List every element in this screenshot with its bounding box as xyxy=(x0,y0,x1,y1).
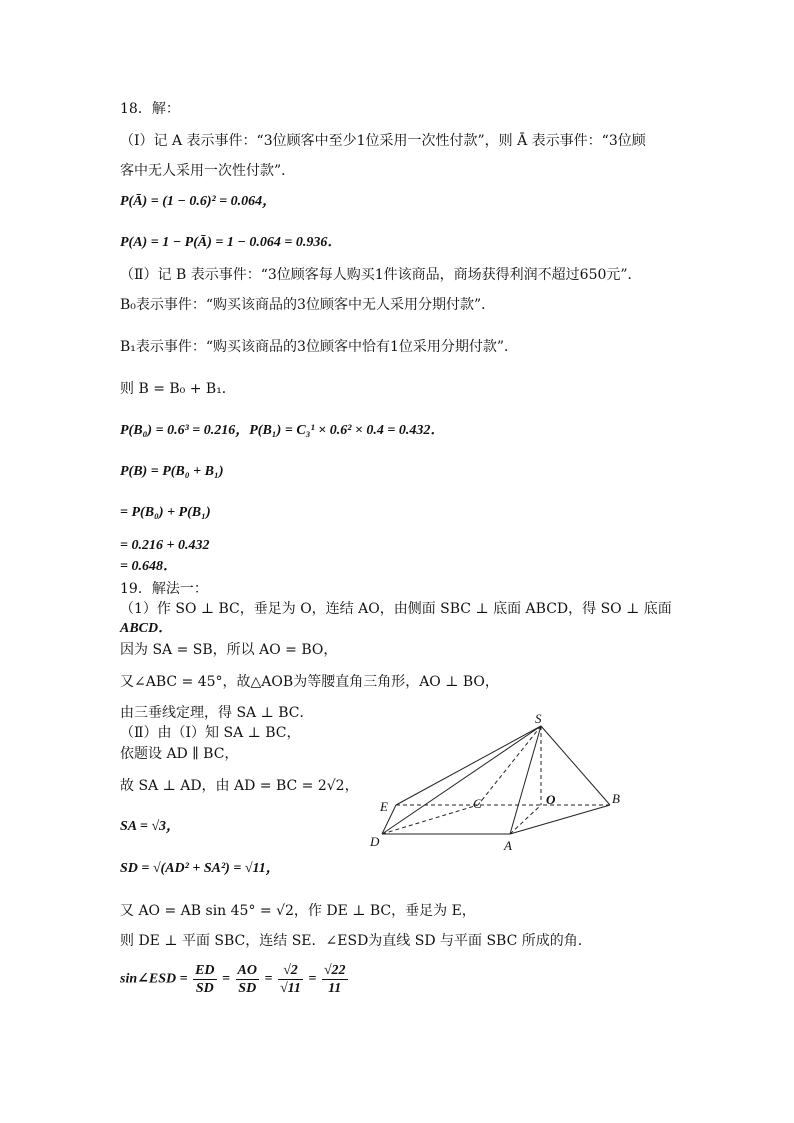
frac-sqrt22: √22 xyxy=(323,963,346,978)
label-a: A xyxy=(504,838,512,853)
sin-lhs: sin∠ESD = xyxy=(120,971,188,987)
frac-sqrt2: √2 xyxy=(278,962,303,980)
p19-eq-sin: sin∠ESD = $\frac{ED}{SD}$ = $\frac{AO}{SD}$ = $\frac{√2}{√11}$ = $\frac{√22}{11}$ xyxy=(120,963,346,996)
frac-ao-sd xyxy=(236,962,259,997)
p18-line-7: B₁表示事件：“购买该商品的3位顾客中恰有1位采用分期付款”． xyxy=(120,339,519,355)
frac-sqrt11: √11 xyxy=(279,981,301,996)
pyramid-figure xyxy=(360,708,650,858)
p18-eq-p-b: P(B) = P(B₀ + B₁) xyxy=(120,464,224,479)
edge-ab xyxy=(510,805,610,834)
p18-line-2: 客中无人采用一次性付款”． xyxy=(120,163,296,179)
p18-eq-p-b0-b1: P(B₀) = 0.6³ = 0.216，P(B₁) = C₃¹ × 0.6² × 0.4 = 0.432． xyxy=(120,423,445,438)
p18-title: 18．解： xyxy=(120,101,180,117)
p19-line-7: 依题设 AD ∥ BC， xyxy=(120,746,239,762)
p19-line-3: 因为 SA = SB，所以 AO = BO， xyxy=(120,642,338,658)
frac-sqrt2-sqrt11 xyxy=(278,962,303,997)
p19-line-4: 又∠ABC = 45°，故△AOB为等腰直角三角形，AO ⊥ BO， xyxy=(120,674,499,690)
p19-line-6: （Ⅱ）由（Ⅰ）知 SA ⊥ BC， xyxy=(120,725,301,741)
p18-eq-sum: = P(B₀) + P(B₁) xyxy=(120,505,211,520)
p18-line-8: 则 B = B₀ + B₁． xyxy=(120,381,236,397)
p19-eq-sd: SD = √(AD² + SA²) = √11， xyxy=(120,861,280,876)
label-d: D xyxy=(370,834,380,849)
label-e: E xyxy=(380,799,388,814)
p19-line-1: （1）作 SO ⊥ BC，垂足为 O，连结 AO，由侧面 SBC ⊥ 底面 ABCD，得 SO ⊥ 底面 xyxy=(120,601,672,617)
edge-sd xyxy=(382,726,541,834)
edge-sc xyxy=(478,726,541,805)
label-b: B xyxy=(612,791,620,806)
edge-dc xyxy=(382,805,478,834)
p19-line-5: 由三垂线定理，得 SA ⊥ BC． xyxy=(120,705,314,721)
frac-sqrt22-11 xyxy=(322,962,348,997)
edge-se xyxy=(396,726,541,805)
p18-line-5: （Ⅱ）记 B 表示事件：“3位顾客每人购买1件该商品，商场获得利润不超过650元”． xyxy=(120,267,642,283)
label-s: S xyxy=(535,711,542,726)
p19-line-11: 又 AO = AB sin 45° = √2，作 DE ⊥ BC，垂足为 E， xyxy=(120,903,476,919)
p19-eq-sa: SA = √3， xyxy=(120,819,181,834)
p18-eq-values: = 0.216 + 0.432 xyxy=(120,538,210,553)
p18-eq-p-a: P(A) = 1 − P(Ā) = 1 − 0.064 = 0.936． xyxy=(120,235,342,250)
frac-ed: ED xyxy=(195,963,215,978)
p19-line-8: 故 SA ⊥ AD，由 AD = BC = 2√2， xyxy=(120,778,359,794)
p19-line-2: ABCD． xyxy=(120,621,173,636)
frac-sd-1: SD xyxy=(195,981,214,996)
frac-ed-sd xyxy=(193,962,216,997)
p18-eq-result: = 0.648． xyxy=(120,559,177,574)
label-c: C xyxy=(473,796,482,811)
p19-line-12: 则 DE ⊥ 平面 SBC，连结 SE．∠ESD为直线 SD 与平面 SBC 所成的角． xyxy=(120,933,592,949)
frac-ao: AO xyxy=(237,963,257,978)
p18-eq-p-abar: P(Ā) = (1 − 0.6)² = 0.064， xyxy=(120,194,277,209)
p18-line-6: B₀表示事件：“购买该商品的3位顾客中无人采用分期付款”． xyxy=(120,297,496,313)
p19-title: 19．解法一： xyxy=(120,581,208,597)
label-o: O xyxy=(546,792,556,807)
frac-sd-2: SD xyxy=(238,981,257,996)
edge-sa xyxy=(510,726,541,834)
p18-line-1: （Ⅰ）记 A 表示事件：“3位顾客中至少1位采用一次性付款”，则 Ā 表示事件：“3位顾 xyxy=(120,133,646,149)
frac-11: 11 xyxy=(328,981,342,996)
